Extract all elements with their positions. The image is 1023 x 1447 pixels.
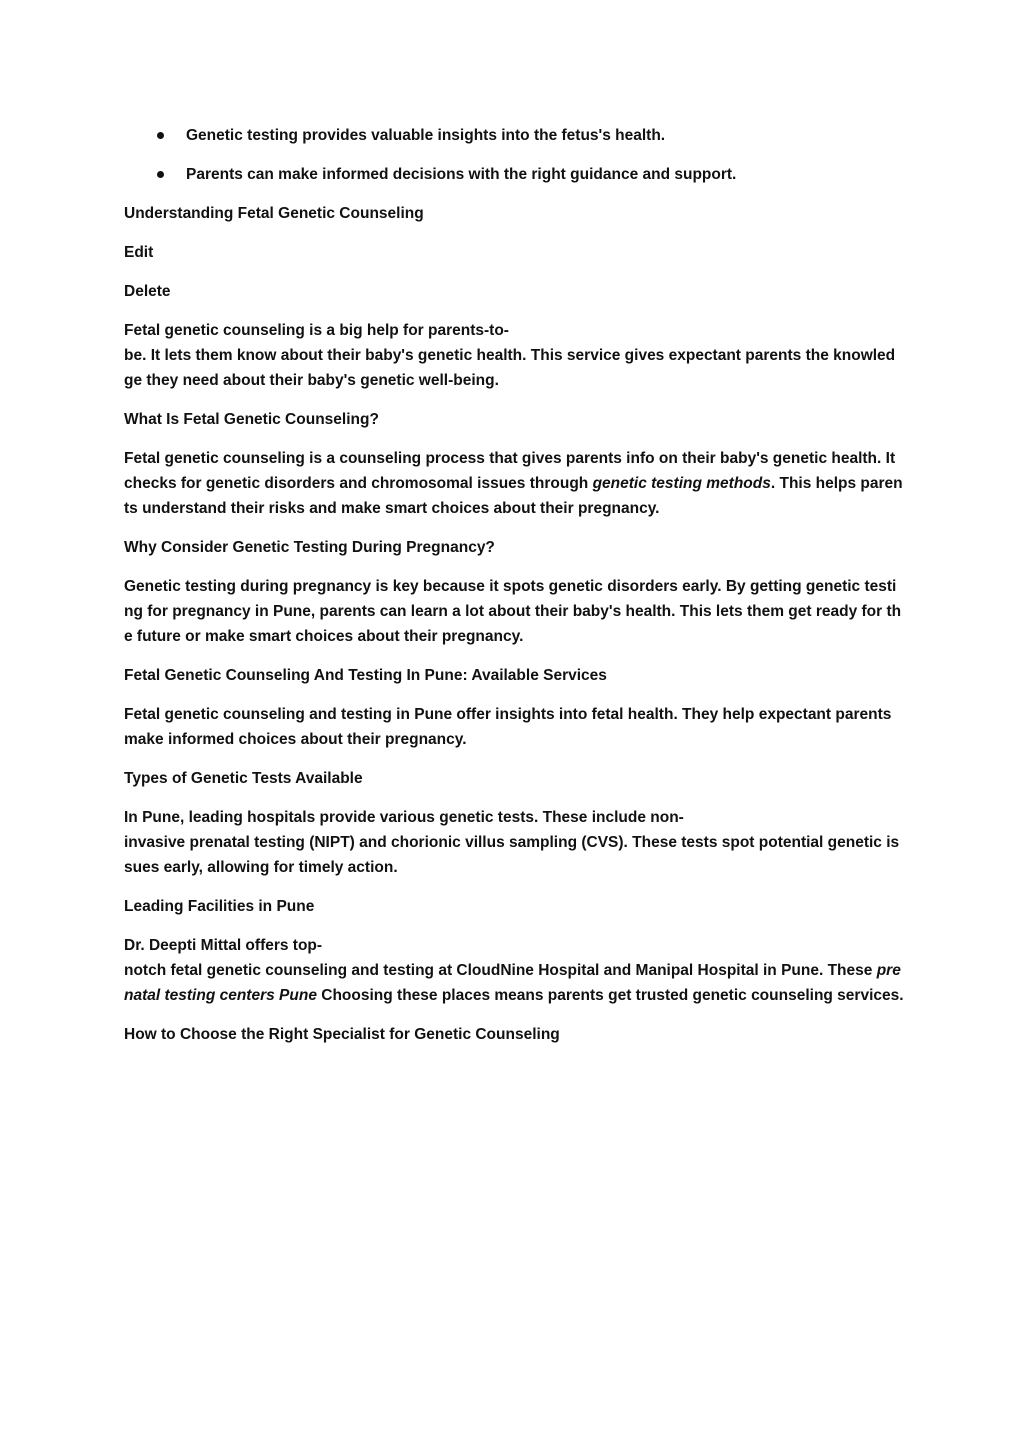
facilities-paragraph bbox=[124, 933, 904, 1008]
list-item-text: Parents can make informed decisions with the right guidance and support. bbox=[186, 166, 737, 183]
section-heading-why-consider: Why Consider Genetic Testing During Pregnancy? bbox=[124, 539, 495, 556]
what-is-text-end: . This helps parents understand their risks and make smart choices about their pregnancy. bbox=[124, 475, 903, 517]
intro-rest: be. It lets them know about their baby's genetic health. This service gives expectant parents the knowledge they need about their baby's genetic well-being. bbox=[124, 347, 896, 389]
intro-line-1: Fetal genetic counseling is a big help for parents-to- bbox=[124, 322, 509, 339]
services-paragraph: Fetal genetic counseling and testing in Pune offer insights into fetal health. They help expectant parents make informed choices about their pregnancy. bbox=[124, 706, 892, 748]
section-heading-what-is: What Is Fetal Genetic Counseling? bbox=[124, 411, 379, 428]
what-is-text-start: Fetal genetic counseling is a counseling process that gives parents info on their baby's genetic health. It checks for genetic disorders and chromosomal issues through bbox=[124, 450, 896, 492]
section-heading-types: Types of Genetic Tests Available bbox=[124, 770, 363, 787]
section-heading-facilities: Leading Facilities in Pune bbox=[124, 898, 315, 915]
what-is-emphasis: genetic testing methods bbox=[592, 475, 771, 492]
list-item bbox=[124, 123, 904, 148]
facilities-emphasis: prenatal testing centers Pune bbox=[124, 962, 901, 1004]
bullet-icon bbox=[157, 171, 164, 178]
types-line-1: In Pune, leading hospitals provide various genetic tests. These include non- bbox=[124, 809, 684, 826]
facilities-rest bbox=[124, 958, 904, 1008]
types-paragraph bbox=[124, 805, 904, 880]
document-page bbox=[124, 123, 904, 1061]
why-paragraph: Genetic testing during pregnancy is key because it spots genetic disorders early. By getting genetic testing for pregnancy in Pune, parents can learn a lot about their baby's health. This lets them get ready for the future or make smart choices about their pregnancy. bbox=[124, 578, 902, 645]
section-heading-services: Fetal Genetic Counseling And Testing In Pune: Available Services bbox=[124, 667, 607, 684]
types-rest: invasive prenatal testing (NIPT) and chorionic villus sampling (CVS). These tests spot potential genetic issues early, allowing for timely action. bbox=[124, 834, 900, 876]
delete-link[interactable]: Delete bbox=[124, 283, 171, 300]
what-is-paragraph bbox=[124, 446, 904, 521]
section-heading-understanding: Understanding Fetal Genetic Counseling bbox=[124, 205, 424, 222]
list-item bbox=[124, 162, 904, 187]
bullet-icon bbox=[157, 132, 164, 139]
list-item-text: Genetic testing provides valuable insights into the fetus's health. bbox=[186, 127, 666, 144]
key-points-list bbox=[124, 123, 904, 187]
facilities-line-1: Dr. Deepti Mittal offers top- bbox=[124, 937, 323, 954]
edit-link[interactable]: Edit bbox=[124, 244, 154, 261]
intro-paragraph bbox=[124, 318, 904, 393]
facilities-text-end: Choosing these places means parents get trusted genetic counseling services. bbox=[316, 987, 904, 1004]
facilities-text-start: notch fetal genetic counseling and testing at CloudNine Hospital and Manipal Hospital in Pune. These bbox=[124, 962, 877, 979]
section-heading-choose: How to Choose the Right Specialist for Genetic Counseling bbox=[124, 1026, 560, 1043]
